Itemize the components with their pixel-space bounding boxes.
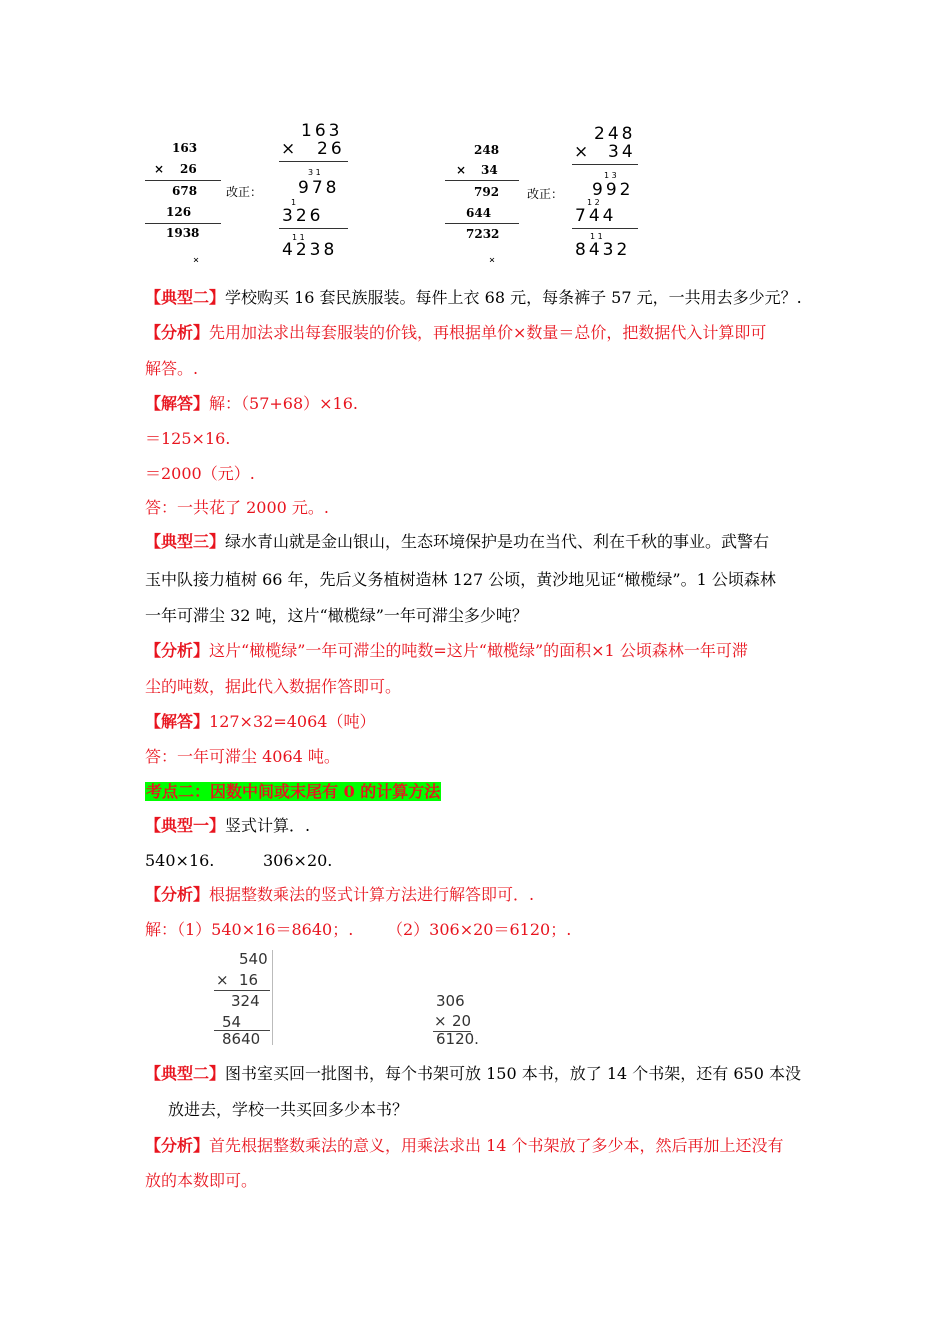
- solution-line: [145, 712, 375, 732]
- multiply-sign: ×: [434, 1012, 447, 1030]
- multiply-sign: ×: [281, 139, 299, 159]
- crop-edge: [272, 950, 273, 1045]
- calc-number: 54: [222, 1013, 242, 1031]
- calc-number: 26: [317, 139, 345, 159]
- calc-number: 20: [452, 1012, 472, 1030]
- calc-rule: [145, 180, 221, 181]
- calc-number: 4238: [282, 240, 338, 260]
- exercise-a: 540×16.: [145, 851, 215, 870]
- question-text: 学校购买 16 套民族服装。每件上衣 68 元，每条裤子 57 元，一共用去多少元？.: [225, 288, 802, 307]
- multiply-sign: ×: [216, 971, 229, 989]
- tag-label: 【典型二】: [145, 1064, 226, 1083]
- multiply-sign: ×: [574, 142, 592, 162]
- tag-label: 【分析】: [145, 885, 210, 904]
- solution-text: 解：（57+68）×16.: [209, 394, 358, 413]
- calc-rule: [145, 223, 221, 224]
- multiply-sign: ×: [154, 162, 165, 176]
- analysis-line: [145, 323, 766, 343]
- analysis-continued: 解答。.: [145, 359, 199, 378]
- analysis-continued: 放的本数即可。: [145, 1171, 258, 1190]
- tag-label: 【典型一】: [145, 816, 226, 835]
- section-heading-text: 考点二：因数中间或末尾有 0 的计算方法: [146, 782, 441, 801]
- calc-number: 8432: [575, 240, 631, 260]
- calc-rule: [279, 161, 348, 162]
- calc-number: 644: [466, 206, 492, 220]
- tag-label: 【典型二】: [145, 288, 226, 307]
- calc-number: 1938: [166, 226, 200, 240]
- solution-line-b: （2）306×20＝6120；.: [387, 920, 572, 939]
- calc-number: 6120.: [436, 1030, 479, 1048]
- calc-rule: [572, 164, 638, 165]
- exercise-b: 306×20.: [263, 851, 333, 870]
- tag-label: 【分析】: [145, 1136, 210, 1155]
- calc-number: 126: [166, 205, 192, 219]
- tag-label: 【解答】: [145, 394, 210, 413]
- calc-rule: [445, 223, 519, 224]
- calc-number: 306: [436, 992, 465, 1010]
- question-text: 竖式计算．.: [225, 816, 311, 835]
- multiply-sign: ×: [456, 163, 467, 177]
- calc-number: 978: [298, 178, 340, 198]
- solution-text: 127×32=4064（吨）: [209, 712, 376, 731]
- calc-number: 163: [172, 141, 198, 155]
- analysis-line: [145, 1136, 784, 1156]
- fix-label: 改正：: [226, 185, 263, 199]
- calc-number: 792: [474, 185, 500, 199]
- carry-digits: 1 2: [587, 198, 600, 207]
- example-2b-question: [145, 1064, 801, 1084]
- wrong-mark: ×: [489, 255, 496, 266]
- answer-line: 答：一年可滞尘 4064 吨。: [145, 747, 340, 766]
- calc-number: 248: [594, 124, 636, 144]
- calc-number: 7232: [466, 227, 500, 241]
- calc-number: 324: [231, 992, 260, 1010]
- solution-step: ＝125×16.: [145, 429, 231, 448]
- example-3-question: [145, 532, 769, 552]
- analysis-text: 首先根据整数乘法的意义，用乘法求出 14 个书架放了多少本，然后再加上还没有: [209, 1136, 784, 1155]
- calc-number: 26: [180, 162, 197, 176]
- carry-digits: 3 1: [308, 168, 321, 177]
- example-2-question: [145, 288, 802, 308]
- calc-number: 34: [608, 142, 636, 162]
- tag-label: 【分析】: [145, 323, 210, 342]
- calc-number: 326: [282, 206, 324, 226]
- wrong-mark: ×: [193, 255, 200, 266]
- calc-number: 744: [575, 206, 617, 226]
- carry-digits: 1 3: [604, 171, 617, 180]
- tag-label: 【分析】: [145, 641, 210, 660]
- answer-line: 答：一共花了 2000 元。.: [145, 498, 329, 517]
- solution-line: [145, 394, 358, 414]
- calc-number: 34: [481, 163, 498, 177]
- carry-digits: 1 1: [590, 232, 603, 241]
- calc-rule: [279, 228, 348, 229]
- calc-number: 540: [239, 950, 268, 968]
- analysis-text: 这片“橄榄绿”一年可滞尘的吨数=这片“橄榄绿”的面积×1 公顷森林一年可滞: [209, 641, 748, 660]
- question-continued: 放进去，学校一共买回多少本书？: [168, 1100, 409, 1119]
- calc-rule: [445, 180, 519, 181]
- example-1-question: [145, 816, 310, 836]
- question-text: 图书室买回一批图书，每个书架可放 150 本书，放了 14 个书架，还有 650 本没: [225, 1064, 801, 1083]
- analysis-continued: 尘的吨数，据此代入数据作答即可。: [145, 677, 402, 696]
- carry-digits: 1: [291, 198, 297, 207]
- calc-number: 678: [172, 184, 198, 198]
- analysis-text: 根据整数乘法的竖式计算方法进行解答即可．.: [209, 885, 535, 904]
- tag-label: 【解答】: [145, 712, 210, 731]
- tag-label: 【典型三】: [145, 532, 226, 551]
- question-continued: 一年可滞尘 32 吨，这片“橄榄绿”一年可滞尘多少吨？: [145, 606, 528, 625]
- analysis-line: [145, 641, 748, 661]
- calc-rule: [572, 228, 638, 229]
- fix-label: 改正：: [527, 187, 564, 201]
- solution-line-a: 解：（1）540×16＝8640；.: [145, 920, 354, 939]
- solution-step: ＝2000（元）.: [145, 464, 255, 483]
- calc-number: 248: [474, 143, 500, 157]
- section-heading: [145, 782, 441, 802]
- question-text: 绿水青山就是金山银山，生态环境保护是功在当代、利在千秋的事业。武警右: [225, 532, 770, 551]
- calc-number: 8640: [222, 1030, 261, 1048]
- analysis-line: [145, 885, 534, 905]
- analysis-text: 先用加法求出每套服装的价钱，再根据单价×数量＝总价，把数据代入计算即可: [209, 323, 767, 342]
- calc-number: 16: [239, 971, 259, 989]
- calc-number: 992: [592, 180, 634, 200]
- question-continued: 玉中队接力植树 66 年，先后义务植树造林 127 公顷，黄沙地见证“橄榄绿”。1 公顷森林: [145, 570, 776, 589]
- calc-number: 163: [301, 121, 343, 141]
- calc-rule: [214, 990, 270, 991]
- carry-digits: 1 1: [292, 233, 305, 242]
